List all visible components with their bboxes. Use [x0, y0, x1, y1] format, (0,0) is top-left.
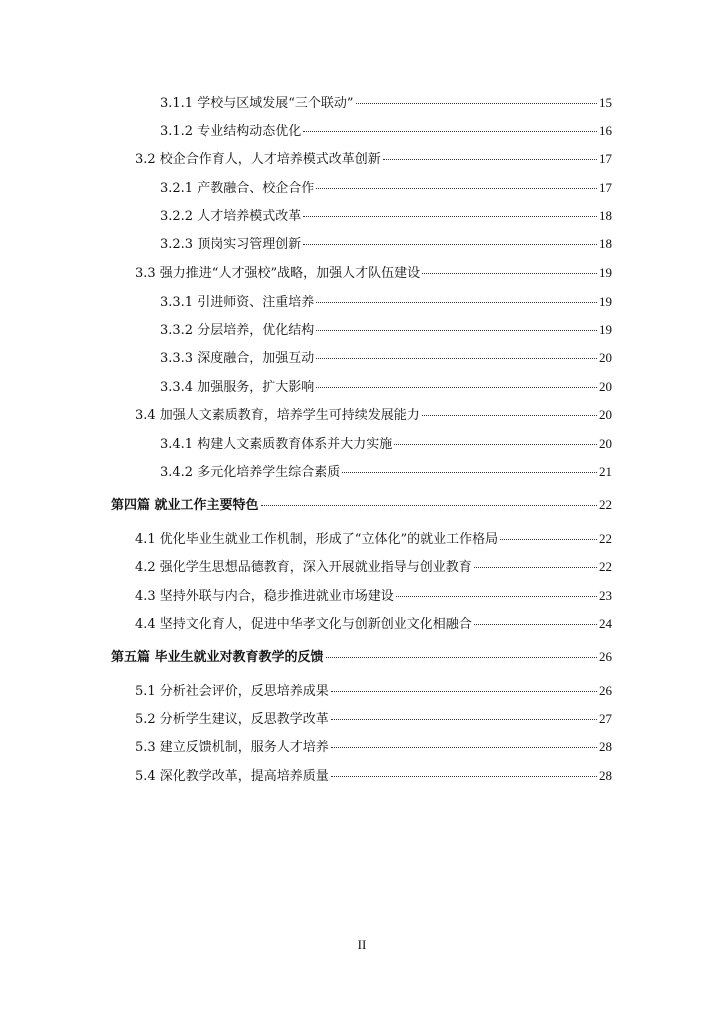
toc-entry-title: 3.2.2 人才培养模式改革	[160, 209, 302, 224]
toc-entry-title: 3.3.4 加强服务，扩大影响	[160, 380, 315, 395]
toc-entry-title: 3.4.1 构建人文素质教育体系并大力实施	[160, 437, 393, 452]
toc-entry-page: 20	[599, 436, 612, 451]
leader-dots	[303, 244, 597, 245]
toc-entry-title: 3.2 校企合作育人，人才培养模式改革创新	[135, 152, 381, 167]
toc-entry-page: 18	[599, 236, 612, 251]
toc-entry-page: 28	[599, 739, 612, 754]
toc-entry[interactable]	[135, 585, 612, 607]
toc-entry-page: 16	[599, 123, 612, 138]
toc-entry-page: 20	[599, 379, 612, 394]
toc-entry-title: 5.1 分析社会评价，反思培养成果	[135, 684, 329, 699]
toc-entry[interactable]	[160, 120, 612, 142]
page-number: II	[357, 937, 367, 952]
toc-entry[interactable]	[160, 461, 612, 483]
toc-entry-page: 22	[599, 559, 612, 574]
toc-entry-title: 5.2 分析学生建议，反思教学改革	[135, 712, 329, 727]
toc-entry-title: 4.1 优化毕业生就业工作机制，形成了“立体化”的就业工作格局	[135, 532, 499, 547]
leader-dots	[342, 472, 597, 473]
toc-entry-page: 19	[599, 322, 612, 337]
toc-entry-page: 15	[599, 95, 612, 110]
leader-dots	[396, 596, 597, 597]
toc-entry[interactable]	[111, 494, 612, 516]
toc-entry-title: 3.1.1 学校与区域发展“三个联动”	[160, 96, 354, 111]
toc-entry-title: 3.2.3 顶岗实习管理创新	[160, 237, 302, 252]
leader-dots	[316, 188, 597, 189]
toc-entry[interactable]	[135, 708, 612, 730]
toc-entry-title: 4.3 坚持外联与内合，稳步推进就业市场建设	[135, 589, 394, 604]
toc-entry-title: 3.4.2 多元化培养学生综合素质	[160, 465, 341, 480]
toc-entry-title: 第四篇 就业工作主要特色	[111, 498, 259, 513]
toc-entry-title: 3.3.2 分层培养，优化结构	[160, 323, 315, 338]
leader-dots	[422, 415, 597, 416]
toc-entry-page: 17	[599, 151, 612, 166]
leader-dots	[394, 444, 597, 445]
leader-dots	[303, 131, 597, 132]
leader-dots	[331, 747, 597, 748]
leader-dots	[316, 330, 597, 331]
leader-dots	[331, 719, 597, 720]
toc-entry-page: 18	[599, 208, 612, 223]
toc-entry-page: 22	[599, 531, 612, 546]
leader-dots	[331, 776, 597, 777]
toc-entry[interactable]	[135, 148, 612, 170]
toc-entry-title: 5.4 深化教学改革，提高培养质量	[135, 769, 329, 784]
toc-entry[interactable]	[135, 556, 612, 578]
leader-dots	[474, 567, 597, 568]
toc-entry-page: 23	[599, 588, 612, 603]
leader-dots	[326, 657, 597, 658]
toc-entry-title: 3.4 加强人文素质教育，培养学生可持续发展能力	[135, 408, 420, 423]
toc-entry[interactable]	[160, 347, 612, 369]
toc-entry[interactable]	[160, 233, 612, 255]
toc-entry[interactable]	[160, 291, 612, 313]
toc-entry-title: 第五篇 毕业生就业对教育教学的反馈	[111, 650, 324, 665]
toc-entry-page: 19	[599, 265, 612, 280]
toc-entry-page: 26	[599, 649, 612, 664]
toc-entry[interactable]	[135, 736, 612, 758]
leader-dots	[303, 216, 597, 217]
toc-entry[interactable]	[135, 404, 612, 426]
toc-entry-title: 5.3 建立反馈机制，服务人才培养	[135, 740, 329, 755]
toc-entry[interactable]	[135, 765, 612, 787]
toc-entry-page: 17	[599, 180, 612, 195]
leader-dots	[500, 539, 597, 540]
toc-entry-page: 20	[599, 407, 612, 422]
leader-dots	[316, 387, 597, 388]
leader-dots	[261, 505, 597, 506]
leader-dots	[331, 691, 597, 692]
toc-entry[interactable]	[135, 613, 612, 635]
toc-entry[interactable]	[160, 177, 612, 199]
leader-dots	[383, 159, 597, 160]
toc-entry-page: 26	[599, 683, 612, 698]
toc-entry-page: 21	[599, 464, 612, 479]
toc-entry[interactable]	[160, 376, 612, 398]
toc-entry[interactable]	[160, 205, 612, 227]
toc-entry-title: 3.3.3 深度融合，加强互动	[160, 351, 315, 366]
toc-entry[interactable]	[160, 92, 612, 114]
toc-entry-page: 28	[599, 768, 612, 783]
toc-entry[interactable]	[135, 262, 612, 284]
toc-entry-title: 3.1.2 专业结构动态优化	[160, 124, 302, 139]
toc-entry-title: 4.2 强化学生思想品德教育，深入开展就业指导与创业教育	[135, 560, 472, 575]
toc-entry-page: 22	[599, 497, 612, 512]
toc-entry-title: 3.3.1 引进师资、注重培养	[160, 295, 315, 310]
toc-entry[interactable]	[111, 646, 612, 668]
leader-dots	[316, 302, 597, 303]
toc-entry-title: 3.2.1 产教融合、校企合作	[160, 181, 315, 196]
toc-entry-title: 4.4 坚持文化育人，促进中华孝文化与创新创业文化相融合	[135, 617, 472, 632]
toc-entry-page: 27	[599, 711, 612, 726]
toc-entry-page: 24	[599, 616, 612, 631]
toc-entry-page: 20	[599, 350, 612, 365]
toc-entry[interactable]	[135, 680, 612, 702]
toc-entry-page: 19	[599, 294, 612, 309]
leader-dots	[316, 358, 597, 359]
toc-entry[interactable]	[160, 319, 612, 341]
leader-dots	[422, 273, 597, 274]
leader-dots	[474, 624, 597, 625]
toc-entry[interactable]	[135, 528, 612, 550]
toc-entry-title: 3.3 强力推进“人才强校”战略，加强人才队伍建设	[135, 266, 421, 281]
leader-dots	[356, 103, 597, 104]
toc-entry[interactable]	[160, 433, 612, 455]
